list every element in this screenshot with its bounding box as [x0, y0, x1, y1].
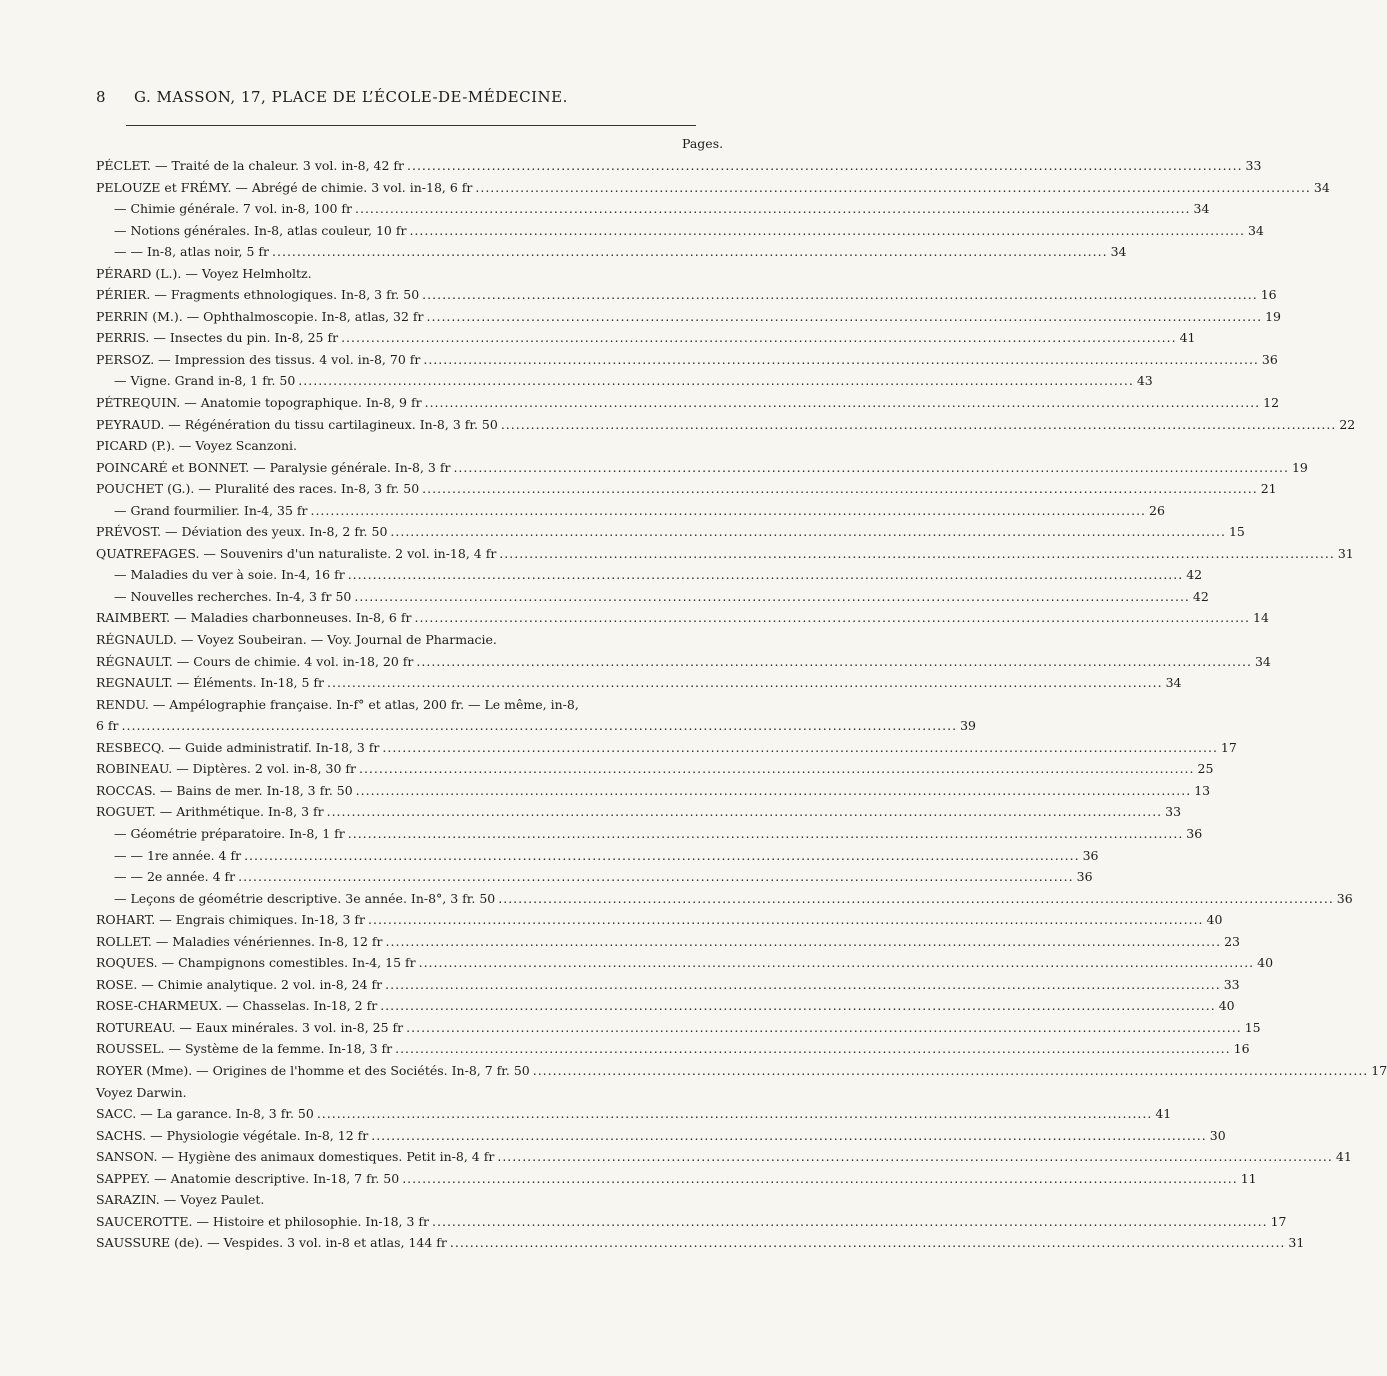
page-title: G. MASSON, 17, PLACE DE L’ÉCOLE-DE-MÉDECINE.	[134, 88, 568, 106]
entry-page-number: 36	[1076, 869, 1093, 885]
dot-leader	[501, 414, 1337, 436]
dot-leader	[355, 198, 1191, 220]
entry-text: SAUCEROTTE. — Histoire et philosophie. In-18, 3 fr	[96, 1213, 430, 1229]
catalog-entry	[96, 1103, 1172, 1125]
entry-text: ROCCAS. — Bains de mer. In-18, 3 fr. 50	[96, 782, 353, 798]
dot-leader	[317, 1103, 1153, 1125]
entry-text: QUATREFAGES. — Souvenirs d'un naturaliste. 2 vol. in-18, 4 fr	[96, 545, 497, 561]
dot-leader	[453, 457, 1289, 479]
entry-text: ROUSSEL. — Système de la femme. In-18, 3 fr	[96, 1041, 393, 1057]
catalog-entry: PICARD (P.). — Voyez Scanzoni.	[96, 438, 297, 454]
entry-text: PEYRAUD. — Régénération du tissu cartilagineux. In-8, 3 fr. 50	[96, 416, 498, 432]
catalog-entry	[96, 845, 1099, 867]
entry-text: PERRIS. — Insectes du pin. In-8, 25 fr	[96, 330, 339, 346]
entry-page-number: 15	[1244, 1019, 1261, 1035]
entry-text: ROSE. — Chimie analytique. 2 vol. in-8, 24 fr	[96, 976, 383, 992]
dot-leader	[348, 564, 1184, 586]
catalog-entry	[96, 1125, 1226, 1147]
dot-leader	[533, 1060, 1369, 1082]
entry-page-number: 41	[1155, 1106, 1172, 1122]
entry-page-number: 17	[1270, 1213, 1287, 1229]
entry-page-number: 40	[1257, 955, 1274, 971]
dot-leader	[380, 995, 1216, 1017]
entry-text: ROLLET. — Maladies vénériennes. In-8, 12 fr	[96, 933, 383, 949]
entry-page-number: 26	[1149, 502, 1165, 518]
entry-page-number: 41	[1179, 330, 1196, 346]
entry-text: PRÉVOST. — Déviation des yeux. In-8, 2 fr. 50	[96, 524, 388, 540]
entry-page-number: 15	[1228, 524, 1245, 540]
catalog-entry	[96, 564, 1203, 586]
entry-page-number: 25	[1197, 761, 1214, 777]
entry-page-number: 16	[1260, 287, 1277, 303]
catalog-entry	[96, 241, 1127, 263]
dot-leader	[498, 888, 1334, 910]
dot-leader	[359, 758, 1195, 780]
catalog-entry	[96, 888, 1353, 910]
dot-leader	[368, 909, 1204, 931]
catalog-entry: Voyez Darwin.	[96, 1084, 187, 1100]
dot-leader	[406, 1017, 1242, 1039]
catalog-entry	[96, 801, 1182, 823]
entry-page-number: 33	[1223, 976, 1240, 992]
entry-page-number: 17	[1371, 1062, 1387, 1078]
entry-text: — — In-8, atlas noir, 5 fr	[114, 244, 270, 260]
entry-text: POINCARÉ et BONNET. — Paralysie générale. In-8, 3 fr	[96, 459, 451, 475]
entry-text: ROGUET. — Arithmétique. In-8, 3 fr	[96, 804, 324, 820]
dot-leader	[244, 845, 1080, 867]
dot-leader	[327, 801, 1163, 823]
dot-leader	[354, 586, 1190, 608]
entry-text: PELOUZE et FRÉMY. — Abrégé de chimie. 3 vol. in-18, 6 fr	[96, 179, 473, 195]
catalog-entry	[96, 586, 1209, 608]
entry-text: — Grand fourmilier. In-4, 35 fr	[114, 502, 308, 518]
entry-page-number: 12	[1263, 395, 1280, 411]
dot-leader	[386, 931, 1222, 953]
entry-text: ROHART. — Engrais chimiques. In-18, 3 fr	[96, 912, 365, 928]
catalog-entry	[96, 370, 1153, 392]
pages-column-label: Pages.	[682, 136, 724, 151]
dot-leader	[425, 392, 1261, 414]
entry-page-number: 43	[1136, 373, 1153, 389]
entry-page-number: 19	[1265, 308, 1281, 324]
dot-leader	[356, 780, 1192, 802]
catalog-entry	[96, 995, 1235, 1017]
dot-leader	[475, 177, 1311, 199]
entry-text: PÉTREQUIN. — Anatomie topographique. In-8, 9 fr	[96, 395, 422, 411]
dot-leader	[382, 737, 1218, 759]
entry-text: — Géométrie préparatoire. In-8, 1 fr	[114, 825, 345, 841]
entry-text: RAIMBERT. — Maladies charbonneuses. In-8, 6 fr	[96, 610, 412, 626]
catalog-entry	[96, 500, 1165, 522]
catalog-entry	[96, 672, 1182, 694]
entry-text: SAPPEY. — Anatomie descriptive. In-18, 7 fr. 50	[96, 1170, 400, 1186]
catalog-entry: SARAZIN. — Voyez Paulet.	[96, 1192, 265, 1208]
dot-leader	[409, 220, 1245, 242]
entry-page-number: 31	[1337, 545, 1354, 561]
entry-text: — Maladies du ver à soie. In-4, 16 fr	[114, 567, 345, 583]
dot-leader	[341, 327, 1177, 349]
dot-leader	[423, 349, 1259, 371]
entry-text: — Leçons de géométrie descriptive. 3e année. In-8°, 3 fr. 50	[114, 890, 496, 906]
dot-leader	[427, 306, 1263, 328]
dot-leader	[407, 155, 1243, 177]
catalog-entry	[96, 414, 1356, 436]
catalog-entry	[96, 392, 1280, 414]
entry-text: — — 2e année. 4 fr	[114, 869, 236, 885]
entry-text: SACC. — La garance. In-8, 3 fr. 50	[96, 1106, 314, 1122]
catalog-entry	[96, 607, 1269, 629]
entry-page-number: 34	[1110, 244, 1127, 260]
catalog-entry	[96, 284, 1277, 306]
entry-page-number: 42	[1186, 567, 1203, 583]
page-header	[96, 88, 726, 106]
catalog-list	[96, 155, 1387, 1254]
catalog-entry	[96, 349, 1278, 371]
entry-text: RESBECQ. — Guide administratif. In-18, 3 fr	[96, 739, 380, 755]
entry-text: PERSOZ. — Impression des tissus. 4 vol. in-8, 70 fr	[96, 351, 421, 367]
catalog-entry	[96, 758, 1214, 780]
entry-page-number: 31	[1288, 1235, 1305, 1251]
entry-text: — Nouvelles recherches. In-4, 3 fr 50	[114, 588, 352, 604]
entry-page-number: 17	[1220, 739, 1237, 755]
entry-page-number: 36	[1186, 825, 1203, 841]
catalog-entry	[96, 155, 1262, 177]
dot-leader	[422, 478, 1258, 500]
catalog-entry	[96, 952, 1274, 974]
entry-page-number: 34	[1193, 201, 1210, 217]
catalog-entry	[96, 521, 1245, 543]
catalog-entry	[96, 1232, 1305, 1254]
entry-text: 6 fr	[96, 718, 119, 734]
catalog-entry	[96, 1060, 1387, 1082]
entry-text: PERRIN (M.). — Ophthalmoscopie. In-8, atlas, 32 fr	[96, 308, 424, 324]
entry-page-number: 34	[1165, 675, 1182, 691]
entry-text: ROQUES. — Champignons comestibles. In-4, 15 fr	[96, 955, 416, 971]
entry-page-number: 19	[1291, 459, 1308, 475]
catalog-entry	[96, 1038, 1250, 1060]
entry-text: REGNAULT. — Éléments. In-18, 5 fr	[96, 675, 325, 691]
catalog-entry	[96, 1017, 1261, 1039]
dot-leader	[414, 607, 1250, 629]
entry-page-number: 13	[1194, 782, 1211, 798]
entry-text: PÉRIER. — Fragments ethnologiques. In-8, 3 fr. 50	[96, 287, 420, 303]
dot-leader	[371, 1125, 1207, 1147]
entry-page-number: 11	[1240, 1170, 1257, 1186]
catalog-entry	[96, 457, 1308, 479]
entry-text: — Chimie générale. 7 vol. in-8, 100 fr	[114, 201, 352, 217]
catalog-entry	[96, 177, 1330, 199]
dot-leader	[310, 500, 1146, 522]
entry-page-number: 34	[1313, 179, 1330, 195]
dot-leader	[432, 1211, 1268, 1233]
header-rule	[126, 125, 696, 126]
catalog-entry	[96, 866, 1093, 888]
entry-page-number: 30	[1209, 1127, 1226, 1143]
entry-page-number: 16	[1233, 1041, 1250, 1057]
entry-text: PÉCLET. — Traité de la chaleur. 3 vol. in-8, 42 fr	[96, 158, 405, 173]
entry-page-number: 34	[1247, 222, 1264, 238]
catalog-entry: RENDU. — Ampélographie française. In-f° et atlas, 200 fr. — Le même, in-8,	[96, 696, 579, 712]
dot-leader	[390, 521, 1226, 543]
dot-leader	[497, 1146, 1333, 1168]
entry-text: — Notions générales. In-8, atlas couleur, 10 fr	[114, 222, 407, 238]
catalog-entry	[96, 651, 1271, 673]
catalog-entry	[96, 974, 1240, 996]
dot-leader	[385, 974, 1221, 996]
entry-page-number: 14	[1253, 610, 1269, 626]
entry-page-number: 40	[1206, 912, 1223, 928]
entry-page-number: 36	[1082, 847, 1099, 863]
entry-page-number: 42	[1192, 588, 1209, 604]
catalog-entry	[96, 478, 1277, 500]
dot-leader	[416, 651, 1252, 673]
dot-leader	[422, 284, 1258, 306]
catalog-entry: RÉGNAULD. — Voyez Soubeiran. — Voy. Journal de Pharmacie.	[96, 632, 497, 648]
catalog-entry	[96, 1146, 1352, 1168]
entry-text: ROBINEAU. — Diptères. 2 vol. in-8, 30 fr	[96, 761, 356, 777]
entry-page-number: 40	[1218, 998, 1235, 1014]
entry-page-number: 33	[1165, 804, 1182, 820]
catalog-entry	[96, 1211, 1287, 1233]
catalog-entry	[96, 909, 1223, 931]
dot-leader	[499, 543, 1335, 565]
catalog-entry	[96, 543, 1354, 565]
entry-page-number: 21	[1260, 481, 1277, 497]
entry-text: RÉGNAULT. — Cours de chimie. 4 vol. in-18, 20 fr	[96, 653, 414, 669]
catalog-entry	[96, 1168, 1257, 1190]
entry-page-number: 39	[960, 718, 976, 734]
dot-leader	[395, 1038, 1231, 1060]
entry-text: POUCHET (G.). — Pluralité des races. In-8, 3 fr. 50	[96, 481, 420, 497]
entry-text: ROSE-CHARMEUX. — Chasselas. In-18, 2 fr	[96, 998, 378, 1014]
catalog-entry	[96, 715, 976, 737]
entry-page-number: 33	[1245, 158, 1262, 173]
entry-page-number: 36	[1261, 351, 1278, 367]
entry-page-number: 34	[1254, 653, 1271, 669]
entry-text: — — 1re année. 4 fr	[114, 847, 242, 863]
catalog-entry	[96, 737, 1237, 759]
catalog-entry	[96, 823, 1203, 845]
entry-page-number: 41	[1335, 1149, 1352, 1165]
catalog-entry: PÉRARD (L.). — Voyez Helmholtz.	[96, 265, 312, 281]
catalog-entry	[96, 780, 1211, 802]
entry-text: ROTUREAU. — Eaux minérales. 3 vol. in-8, 25 fr	[96, 1019, 404, 1035]
entry-page-number: 23	[1224, 933, 1240, 949]
dot-leader	[298, 370, 1134, 392]
page-number: 8	[96, 88, 107, 106]
dot-leader	[450, 1232, 1286, 1254]
catalog-entry	[96, 931, 1240, 953]
entry-text: — Vigne. Grand in-8, 1 fr. 50	[114, 373, 296, 389]
dot-leader	[419, 952, 1255, 974]
catalog-entry	[96, 198, 1210, 220]
catalog-entry	[96, 306, 1281, 328]
dot-leader	[327, 672, 1163, 694]
entry-text: ROYER (Mme). — Origines de l'homme et des Sociétés. In-8, 7 fr. 50	[96, 1062, 530, 1078]
entry-page-number: 22	[1339, 416, 1356, 432]
catalog-entry	[96, 220, 1264, 242]
dot-leader	[348, 823, 1184, 845]
dot-leader	[402, 1168, 1238, 1190]
dot-leader	[238, 866, 1074, 888]
entry-page-number: 36	[1336, 890, 1353, 906]
entry-text: SACHS. — Physiologie végétale. In-8, 12 fr	[96, 1127, 369, 1143]
catalog-entry	[96, 327, 1196, 349]
dot-leader	[122, 715, 958, 737]
dot-leader	[272, 241, 1108, 263]
entry-text: SAUSSURE (de). — Vespides. 3 vol. in-8 et atlas, 144 fr	[96, 1235, 447, 1251]
entry-text: SANSON. — Hygiène des animaux domestiques. Petit in-8, 4 fr	[96, 1149, 495, 1165]
